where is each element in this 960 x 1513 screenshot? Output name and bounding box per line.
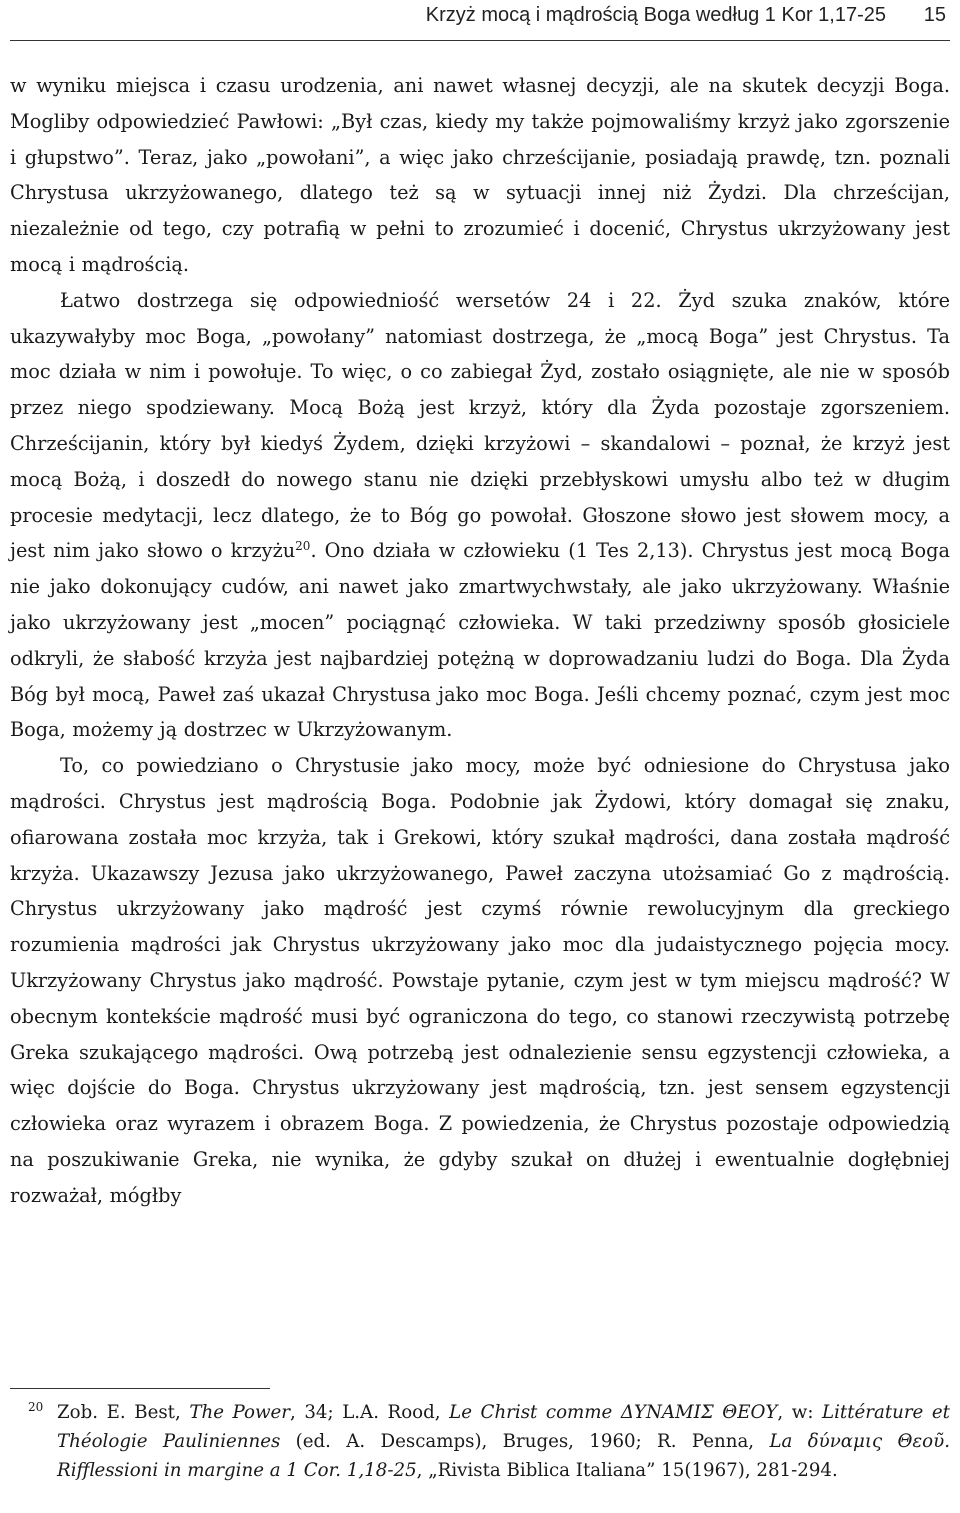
footnote-text-4: (ed. A. Descamps), Bruges, 1960; R. Penna, — [280, 1431, 770, 1452]
paragraph-1c-text: . Ono działa w człowieku (1 Tes 2,13). Chrystus jest mocą Boga nie jako dokonujący cudów, ani nawet jako zmartwychwstały, ale jako ukrzyżowany. Właśnie jako ukrzyżowany jest „mocen” pociągnąć człowieka. W taki przedziwny sposób głosiciele odkryli, że słabość krzyża jest najbardziej potężną w doprowadzaniu ludzi do Boga. Dla Żyda Bóg był mocą, Paweł zaś ukazał Chrystusa jako moc Boga. Jeśli chcemy poznać, czym jest moc Boga, możemy ją dostrzec w Ukrzyżowanym. — [10, 539, 950, 742]
running-title: Krzyż mocą i mądrością Boga według 1 Kor 1,17-25 — [425, 4, 886, 26]
footnote — [10, 1398, 950, 1485]
footnote-title-3: Littérature et Théologie Pauliniennes — [57, 1402, 950, 1452]
footnote-title-4: La δύναμις Θεοῦ. Rifflessioni in margine a 1 Cor. 1,18-25 — [57, 1431, 950, 1481]
paragraph-1a-text: w wyniku miejsca i czasu urodzenia, ani nawet własnej decyzji, ale na skutek decyzji Boga. Mogliby odpowiedzieć Pawłowi: „Był czas, kiedy my także pojmowaliśmy krzyż jako zgorszenie i głupstwo”. Teraz, jako „powołani”, a więc jako chrześcijanie, posiadają prawdę, tzn. poznali Chrystusa ukrzyżowanego, dlatego też są w sytuacji innej niż Żydzi. Dla chrześcijan, niezależnie od tego, czy potrafią w pełni to zrozumieć i docenić, Chrystus ukrzyżowany jest mocą i mądrością. — [10, 74, 950, 276]
paragraph-2 — [10, 748, 950, 1213]
running-header — [10, 4, 950, 32]
paragraph-1b-text: Łatwo dostrzega się odpowiedniość wersetów 24 i 22. Żyd szuka znaków, które ukazywałyby moc Boga, „powołany” natomiast dostrzega, że „mocą Boga” jest Chrystus. Ta moc działa w nim i powołuje. To więc, o co zabiegał Żyd, zostało osiągnięte, ale nie w sposób przez niego spodziewany. Mocą Bożą jest krzyż, który dla Żyda pozostaje zgorszeniem. Chrześcijanin, który był kiedyś Żydem, dzięki krzyżowi – skandalowi – poznał, że krzyż jest mocą Bożą, i doszedł do nowego stanu nie dzięki przebłyskowi umysłu albo też w długim procesie medytacji, lecz dlatego, że to Bóg go powołał. Głoszone słowo jest słowem mocy, a jest nim jako słowo o krzyżu — [10, 288, 950, 563]
page-number: 15 — [923, 4, 946, 26]
footnote-text-3: , w: — [777, 1402, 823, 1423]
footnote-text-2: , 34; L.A. Rood, — [290, 1402, 450, 1423]
footnote-reference[interactable]: 20 — [295, 539, 311, 554]
footnote-number: 20 — [28, 1400, 44, 1414]
footnote-text-1: Zob. E. Best, — [57, 1402, 190, 1423]
footnote-body — [10, 1398, 950, 1485]
footnote-title-2: Le Christ comme ΔΥΝΑΜΙΣ ΘΕΟΥ — [449, 1402, 778, 1423]
footnote-title-1: The Power — [189, 1402, 290, 1423]
footnote-text-5: , „Rivista Biblica Italiana” 15(1967), 281-294. — [416, 1460, 838, 1481]
paragraph-1b — [10, 283, 950, 748]
main-text — [10, 68, 950, 1214]
header-rule — [10, 40, 950, 41]
paragraph-1a — [10, 68, 950, 283]
footnote-rule — [10, 1388, 270, 1389]
paragraph-2-text: To, co powiedziano o Chrystusie jako mocy, może być odniesione do Chrystusa jako mądrości. Chrystus jest mądrością Boga. Podobnie jak Żydowi, który domagał się znaku, ofiarowana została moc krzyża, tak i Grekowi, który szukał mądrości, dana została mądrość krzyża. Ukazawszy Jezusa jako ukrzyżowanego, Paweł zaczyna utożsamiać Go z mądrością. Chrystus ukrzyżowany jako mądrość jest czymś równie rewolucyjnym dla greckiego rozumienia mądrości jak Chrystus ukrzyżowany jako moc dla judaistycznego pojęcia mocy. Ukrzyżowany Chrystus jako mądrość. Powstaje pytanie, czym jest w tym miejscu mądrość? W obecnym kontekście mądrość musi być ograniczona do tego, co stanowi rzeczywistą potrzebę Greka szukającego mądrości. Ową potrzebą jest odnalezienie sensu egzystencji człowieka, a więc dojście do Boga. Chrystus ukrzyżowany jest mądrością, tzn. jest sensem egzystencji człowieka oraz wyrazem i obrazem Boga. Z powiedzenia, że Chrystus pozostaje odpowiedzią na poszukiwanie Greka, nie wynika, że gdyby szukał on dłużej i ewentualnie dogłębniej rozważał, mógłby — [10, 754, 950, 1207]
